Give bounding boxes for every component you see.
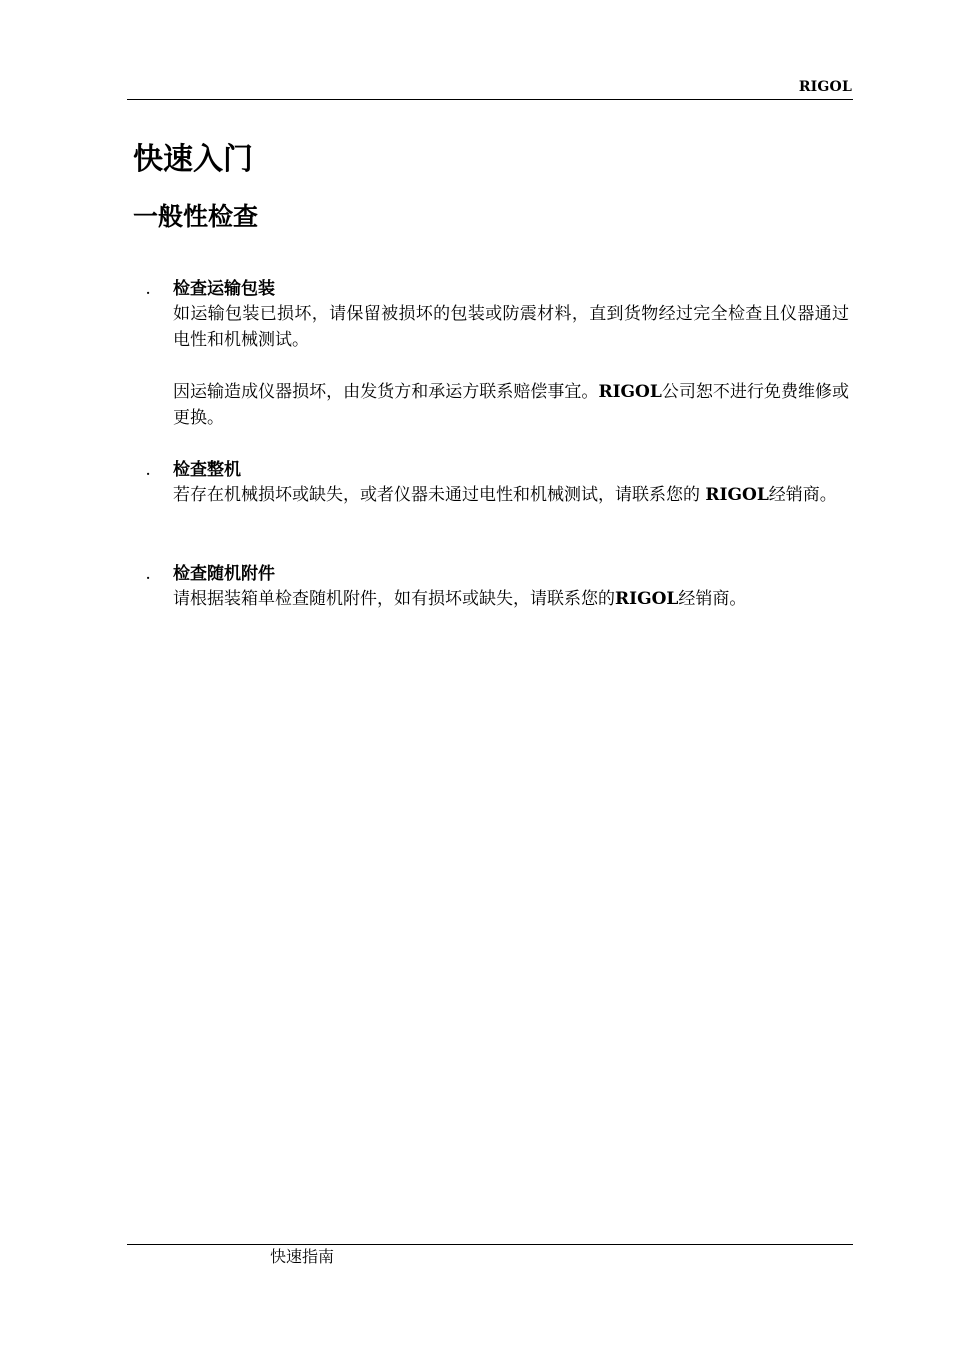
paragraph-text: 经销商。 [678,589,747,609]
footer-title: 快速指南 [270,1247,335,1266]
header-rule [127,99,853,100]
bullet: . [146,464,151,478]
section-check-accessories [146,562,852,612]
brand-name: RIGOL [705,485,769,505]
paragraph-text: 若存在机械损坏或缺失，或者仪器未通过电性和机械测试，请联系您的 [173,485,706,505]
header-brand: RIGOL [798,79,852,95]
section-check-unit [146,458,852,508]
section-check-packaging [146,277,852,431]
paragraph [173,482,849,508]
section-title: 检查随机附件 [173,564,275,584]
footer-rule [127,1244,853,1245]
paragraph-text: 请根据装箱单检查随机附件，如有损坏或缺失，请联系您的 [173,589,615,609]
paragraph: 如运输包装已损坏，请保留被损坏的包装或防震材料，直到货物经过完全检查且仪器通过电性和机械测试。 [173,304,849,350]
paragraph-text: 公司恕不进行免费维修或更换。 [173,382,850,428]
paragraph [173,586,849,612]
brand-name: RIGOL [598,382,662,402]
paragraph-text: 经销商。 [768,485,837,505]
section-title: 检查运输包装 [173,279,275,299]
bullet: . [146,283,151,297]
brand-name: RIGOL [615,589,679,609]
bullet: . [146,568,151,582]
page-title: 快速入门 [133,142,253,177]
section-title: 检查整机 [173,460,241,480]
section-heading: 一般性检查 [133,202,259,231]
paragraph [173,379,849,431]
paragraph-text: 因运输造成仪器损坏，由发货方和承运方联系赔偿事宜。 [173,382,599,402]
